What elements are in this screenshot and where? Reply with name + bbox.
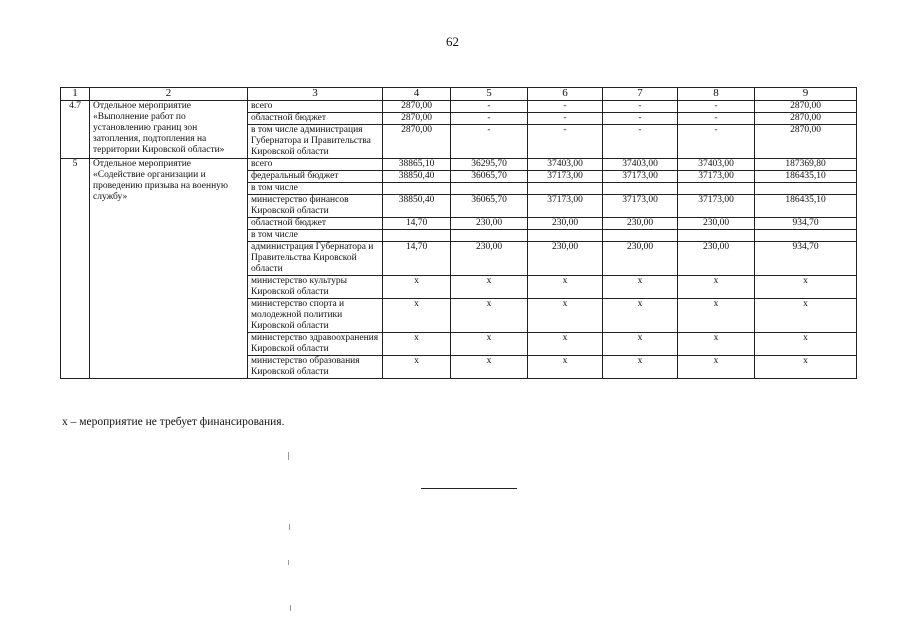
scan-speck	[290, 605, 291, 611]
amount-cell: 38850,40	[383, 195, 451, 218]
amount-cell: x	[755, 356, 857, 379]
amount-cell: x	[755, 276, 857, 299]
amount-cell: 38865,10	[383, 159, 451, 171]
amount-cell: 2870,00	[383, 125, 451, 159]
amount-cell: x	[678, 356, 755, 379]
amount-cell: 2870,00	[755, 113, 857, 125]
amount-cell: x	[755, 333, 857, 356]
amount-cell: -	[451, 101, 528, 113]
amount-cell: 230,00	[603, 242, 678, 276]
amount-cell: x	[528, 276, 603, 299]
table-row	[61, 159, 857, 171]
table-row	[61, 101, 857, 113]
amount-cell: x	[678, 276, 755, 299]
event-name: Отдельное мероприятие «Выполнение работ по установлению границ зон затопления, подтопления на территории Кировской области»	[90, 101, 248, 159]
amount-cell: x	[528, 333, 603, 356]
amount-cell	[528, 183, 603, 195]
amount-cell: 230,00	[528, 218, 603, 230]
amount-cell: 14,70	[383, 218, 451, 230]
amount-cell: -	[603, 113, 678, 125]
scan-speck	[288, 452, 289, 460]
amount-cell	[755, 230, 857, 242]
amount-cell: 37173,00	[678, 171, 755, 183]
funding-source: областной бюджет	[248, 113, 383, 125]
amount-cell: x	[383, 356, 451, 379]
amount-cell: -	[528, 125, 603, 159]
amount-cell: x	[603, 299, 678, 333]
amount-cell: 230,00	[678, 242, 755, 276]
amount-cell: 38850,40	[383, 171, 451, 183]
amount-cell: 37173,00	[528, 195, 603, 218]
item-number: 5	[61, 159, 90, 379]
amount-cell: x	[755, 299, 857, 333]
amount-cell: -	[603, 101, 678, 113]
amount-cell: -	[603, 125, 678, 159]
amount-cell: -	[451, 113, 528, 125]
amount-cell: -	[678, 113, 755, 125]
amount-cell: -	[678, 101, 755, 113]
amount-cell: 230,00	[451, 242, 528, 276]
amount-cell: 187369,80	[755, 159, 857, 171]
column-header: 3	[248, 88, 383, 101]
amount-cell: x	[383, 333, 451, 356]
scan-speck	[289, 524, 290, 530]
amount-cell: 37403,00	[678, 159, 755, 171]
end-rule	[421, 488, 517, 489]
amount-cell: 230,00	[678, 218, 755, 230]
funding-source: в том числе администрация Губернатора и Правительства Кировской области	[248, 125, 383, 159]
funding-source: федеральный бюджет	[248, 171, 383, 183]
column-header: 6	[528, 88, 603, 101]
funding-source: министерство образования Кировской области	[248, 356, 383, 379]
table-header-row	[61, 88, 857, 101]
funding-source: администрация Губернатора и Правительства Кировской области	[248, 242, 383, 276]
amount-cell: 186435,10	[755, 195, 857, 218]
amount-cell: 37173,00	[528, 171, 603, 183]
amount-cell: 230,00	[528, 242, 603, 276]
amount-cell: x	[603, 333, 678, 356]
column-header: 2	[90, 88, 248, 101]
amount-cell: x	[451, 276, 528, 299]
amount-cell: x	[451, 299, 528, 333]
amount-cell: x	[383, 276, 451, 299]
funding-source: министерство культуры Кировской области	[248, 276, 383, 299]
amount-cell: 2870,00	[383, 113, 451, 125]
amount-cell: 14,70	[383, 242, 451, 276]
amount-cell: x	[528, 356, 603, 379]
amount-cell	[528, 230, 603, 242]
amount-cell: 230,00	[603, 218, 678, 230]
column-header: 9	[755, 88, 857, 101]
column-header: 7	[603, 88, 678, 101]
column-header: 1	[61, 88, 90, 101]
amount-cell: x	[528, 299, 603, 333]
amount-cell: 37173,00	[678, 195, 755, 218]
event-name: Отдельное мероприятие «Содействие организации и проведению призыва на военную службу»	[90, 159, 248, 379]
funding-source: областной бюджет	[248, 218, 383, 230]
amount-cell: 934,70	[755, 218, 857, 230]
column-header: 4	[383, 88, 451, 101]
amount-cell	[383, 183, 451, 195]
funding-source: министерство спорта и молодежной политики Кировской области	[248, 299, 383, 333]
amount-cell: 2870,00	[383, 101, 451, 113]
amount-cell: x	[678, 299, 755, 333]
amount-cell: x	[451, 333, 528, 356]
amount-cell: x	[451, 356, 528, 379]
scan-speck	[288, 560, 289, 565]
amount-cell: 2870,00	[755, 125, 857, 159]
amount-cell: -	[528, 113, 603, 125]
amount-cell: x	[383, 299, 451, 333]
column-header: 8	[678, 88, 755, 101]
amount-cell: 934,70	[755, 242, 857, 276]
amount-cell: x	[678, 333, 755, 356]
funding-source: всего	[248, 101, 383, 113]
amount-cell	[451, 230, 528, 242]
amount-cell: x	[603, 356, 678, 379]
financing-table	[60, 87, 857, 379]
amount-cell: 36295,70	[451, 159, 528, 171]
amount-cell: 36065,70	[451, 171, 528, 183]
amount-cell: -	[451, 125, 528, 159]
funding-source: министерство финансов Кировской области	[248, 195, 383, 218]
amount-cell: 37173,00	[603, 171, 678, 183]
footnote: x – мероприятие не требует финансирования.	[62, 416, 285, 428]
amount-cell: 37173,00	[603, 195, 678, 218]
amount-cell: -	[528, 101, 603, 113]
funding-source: всего	[248, 159, 383, 171]
amount-cell	[603, 230, 678, 242]
amount-cell: x	[603, 276, 678, 299]
amount-cell	[603, 183, 678, 195]
funding-source: в том числе	[248, 183, 383, 195]
amount-cell: 37403,00	[603, 159, 678, 171]
amount-cell	[451, 183, 528, 195]
amount-cell	[755, 183, 857, 195]
amount-cell: -	[678, 125, 755, 159]
amount-cell: 230,00	[451, 218, 528, 230]
amount-cell	[678, 183, 755, 195]
item-number: 4.7	[61, 101, 90, 159]
amount-cell: 186435,10	[755, 171, 857, 183]
amount-cell: 36065,70	[451, 195, 528, 218]
funding-source: в том числе	[248, 230, 383, 242]
amount-cell	[678, 230, 755, 242]
funding-source: министерство здравоохранения Кировской области	[248, 333, 383, 356]
amount-cell: 37403,00	[528, 159, 603, 171]
page-number: 62	[446, 34, 459, 49]
column-header: 5	[451, 88, 528, 101]
amount-cell	[383, 230, 451, 242]
amount-cell: 2870,00	[755, 101, 857, 113]
